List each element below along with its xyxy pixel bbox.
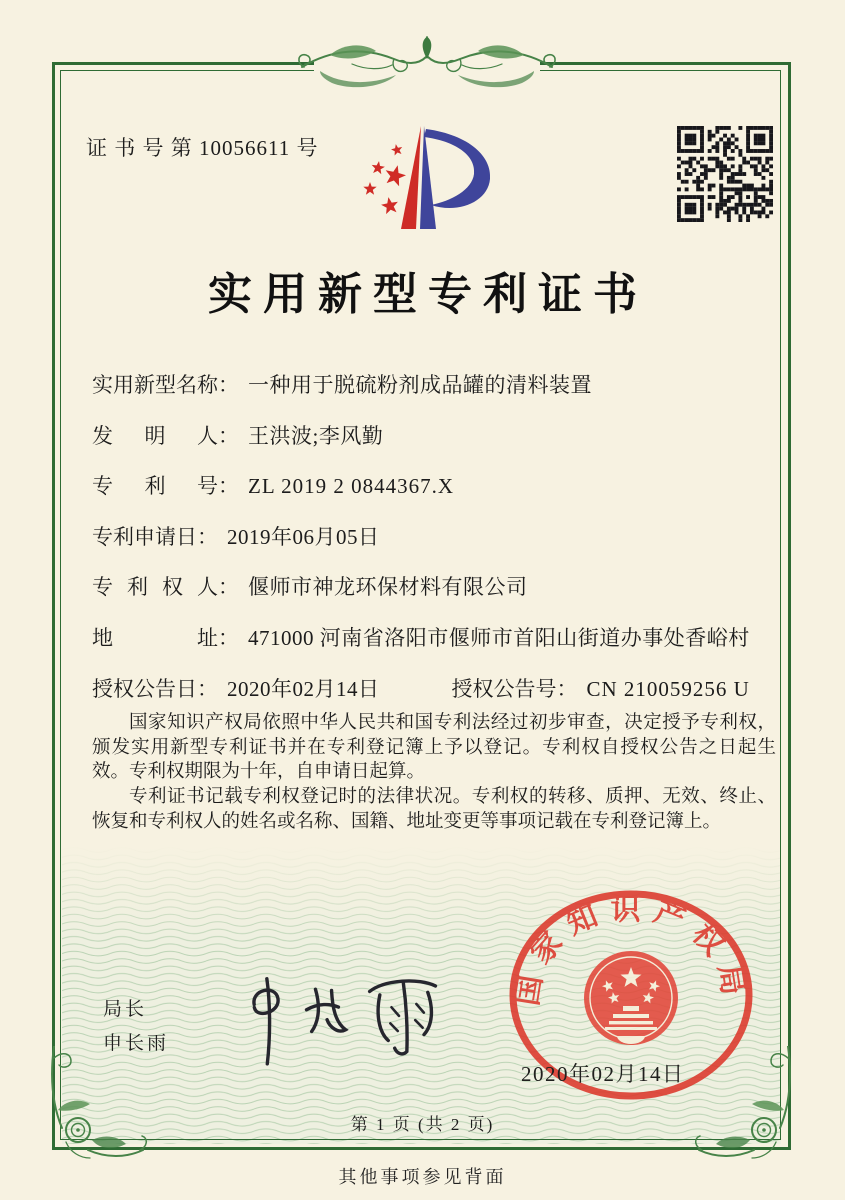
field-value: 王洪波;李风勤 — [248, 423, 384, 448]
signatory-name: 申长雨 — [103, 1033, 170, 1054]
bottom-left-ornament — [40, 1046, 150, 1164]
field-label: 实用新型名称 — [92, 373, 218, 397]
field-row-patentee: 专利权人： 偃师市神龙环保材料有限公司 — [92, 571, 792, 593]
top-border-ornament — [292, 34, 562, 98]
field-value: 2019年06月05日 — [227, 524, 380, 549]
logo-stars — [363, 144, 406, 214]
field-row-inventor: 发明人： 王洪波;李风勤 — [92, 420, 792, 442]
back-side-note: 其他事项参见背面 — [338, 1167, 507, 1187]
legal-text — [92, 711, 776, 835]
field-row-patent-no: 专利号： ZL 2019 2 0844367.X — [92, 470, 792, 492]
seal-text: 国家知识产权局 — [510, 893, 752, 1009]
seal-date: 2020年02月14日 — [521, 1062, 685, 1086]
field-label: 授权公告号 — [451, 676, 557, 701]
director-signature — [225, 968, 455, 1068]
field-label: 专利申请日 — [92, 524, 197, 549]
qr-code — [677, 126, 773, 222]
signatory-block — [103, 993, 169, 1061]
field-label: 专利权人 — [92, 575, 218, 600]
field-row-address: 地址： 471000 河南省洛阳市偃师市首阳山街道办事处香峪村 — [92, 622, 792, 644]
logo-tower-blue — [420, 126, 436, 229]
legal-paragraph-2: 专利证书记载专利权登记时的法律状况。专利权的转移、质押、无效、终止、恢复和专利权人的姓名或名称、国籍、地址变更等事项记载在专利登记簿上。 — [92, 787, 776, 832]
field-value: CN 210059256 U — [586, 676, 750, 701]
field-row-grant: 授权公告日： 2020年02月14日 授权公告号： CN 210059256 U — [92, 673, 792, 695]
field-label: 发明人 — [92, 423, 218, 448]
field-row-name: 实用新型名称： 一种用于脱硫粉剂成品罐的清料装置 — [92, 369, 792, 391]
field-value: 偃师市神龙环保材料有限公司 — [248, 575, 528, 600]
signatory-title: 局长 — [103, 999, 148, 1020]
field-value: 471000 河南省洛阳市偃师市首阳山街道办事处香峪村 — [248, 625, 750, 650]
cnipa-logo — [338, 116, 528, 241]
certificate-title: 实用新型专利证书 — [208, 270, 648, 319]
field-value: 2020年02月14日 — [227, 676, 380, 701]
field-value: 一种用于脱硫粉剂成品罐的清料装置 — [248, 373, 592, 397]
certificate-number: 证 书 号 第 10056611 号 — [86, 136, 319, 160]
legal-paragraph-1: 国家知识产权局依照中华人民共和国专利法经过初步审查，决定授予专利权，颁发实用新型专利证书并在专利登记簿上予以登记。专利权自授权公告之日起生效。专利权期限为十年，自申请日起算。 — [92, 713, 776, 783]
logo-p-bowl — [424, 129, 490, 208]
logo-tower-red — [401, 126, 421, 229]
field-label: 专利号 — [92, 474, 218, 499]
field-list — [92, 369, 792, 723]
field-label: 地址 — [92, 625, 218, 650]
page-number: 第 1 页 (共 2 页) — [350, 1115, 495, 1134]
field-row-filing-date: 专利申请日： 2019年06月05日 — [92, 521, 792, 543]
field-label: 授权公告日 — [92, 676, 197, 701]
field-value: ZL 2019 2 0844367.X — [248, 474, 455, 499]
national-emblem — [584, 951, 678, 1045]
